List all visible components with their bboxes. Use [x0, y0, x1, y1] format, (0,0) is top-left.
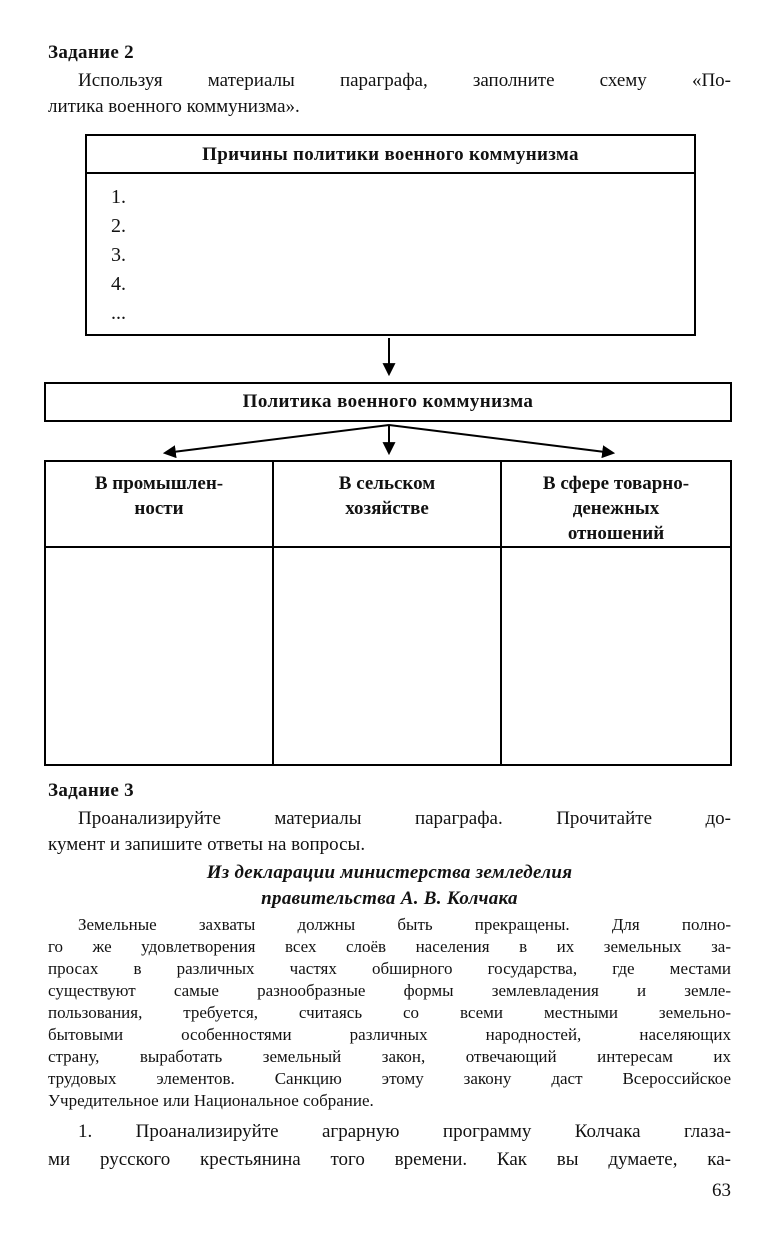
document-body-line: пользования, требуется, считаясь со всеми местными земельно- — [48, 1003, 731, 1022]
causes-item: 1. — [111, 186, 126, 208]
document-title — [48, 860, 731, 912]
task3-title: Задание 3 — [48, 780, 134, 801]
policy-box — [44, 382, 732, 422]
causes-box-header: Причины политики военного коммунизма — [87, 136, 694, 174]
document-body-line: просах в различных частях обширного государства, где местами — [48, 959, 731, 978]
table-cell-empty — [46, 548, 274, 764]
table-header-line: отношений — [567, 523, 665, 544]
document-body-line: бытовыми особенностями различных народностей, населяющих — [48, 1025, 731, 1044]
document-body-line: Учредительное или Национальное собрание. — [48, 1091, 374, 1110]
task3-intro — [48, 806, 731, 858]
arrow-fanout-icon — [0, 424, 779, 460]
document-body-line: существуют самые разнообразные формы землевладения и земле- — [48, 981, 731, 1000]
table-header-line: ности — [134, 498, 184, 519]
causes-item: 4. — [111, 273, 126, 295]
causes-item: 2. — [111, 215, 126, 237]
question-1 — [48, 1118, 731, 1174]
causes-list — [87, 174, 694, 328]
table-cell-empty — [502, 548, 730, 764]
question-line: 1. Проанализируйте аграрную программу Колчака глаза- — [78, 1121, 731, 1142]
causes-item: ... — [111, 302, 126, 324]
task3-intro-line: кумент и запишите ответы на вопросы. — [48, 834, 366, 855]
scheme-table — [44, 460, 732, 766]
task2-title: Задание 2 — [48, 42, 134, 63]
task2-intro-line: литика военного коммунизма». — [48, 96, 300, 117]
page-number: 63 — [712, 1180, 731, 1201]
question-line: ми русского крестьянина того времени. Как вы думаете, ка- — [48, 1149, 731, 1170]
document-title-line: Из декларации министерства земледелия — [206, 862, 573, 883]
document-body-line: го же удовлетворения всех слоёв населения в их земельных за- — [48, 937, 731, 956]
causes-item: 3. — [111, 244, 126, 266]
table-header-line: хозяйстве — [345, 498, 429, 519]
causes-box — [85, 134, 696, 336]
task2-intro — [48, 68, 731, 120]
table-header-line: В сельском — [338, 473, 436, 494]
arrow-down-icon — [0, 336, 779, 382]
table-header-commodity — [502, 462, 730, 548]
table-cell-empty — [274, 548, 502, 764]
policy-box-title: Политика военного коммунизма — [242, 391, 534, 412]
document-body-line: Земельные захваты должны быть прекращены. Для полно- — [78, 915, 731, 934]
table-header-line: В сфере товарно- — [542, 473, 690, 494]
table-header-agriculture — [274, 462, 502, 548]
table-header-line: В промышлен- — [94, 473, 224, 494]
task3-intro-line: Проанализируйте материалы параграфа. Прочитайте до- — [78, 808, 731, 829]
document-title-line: правительства А. В. Колчака — [261, 888, 518, 909]
document-body-line: страну, выработать земельный закон, отвечающий интересам их — [48, 1047, 731, 1066]
table-header-industry — [46, 462, 274, 548]
task2-intro-line: Используя материалы параграфа, заполните схему «По- — [78, 70, 731, 91]
document-body — [48, 914, 731, 1112]
document-body-line: трудовых элементов. Санкцию этому закону даст Всероссийское — [48, 1069, 731, 1088]
table-header-line: денежных — [572, 498, 660, 519]
